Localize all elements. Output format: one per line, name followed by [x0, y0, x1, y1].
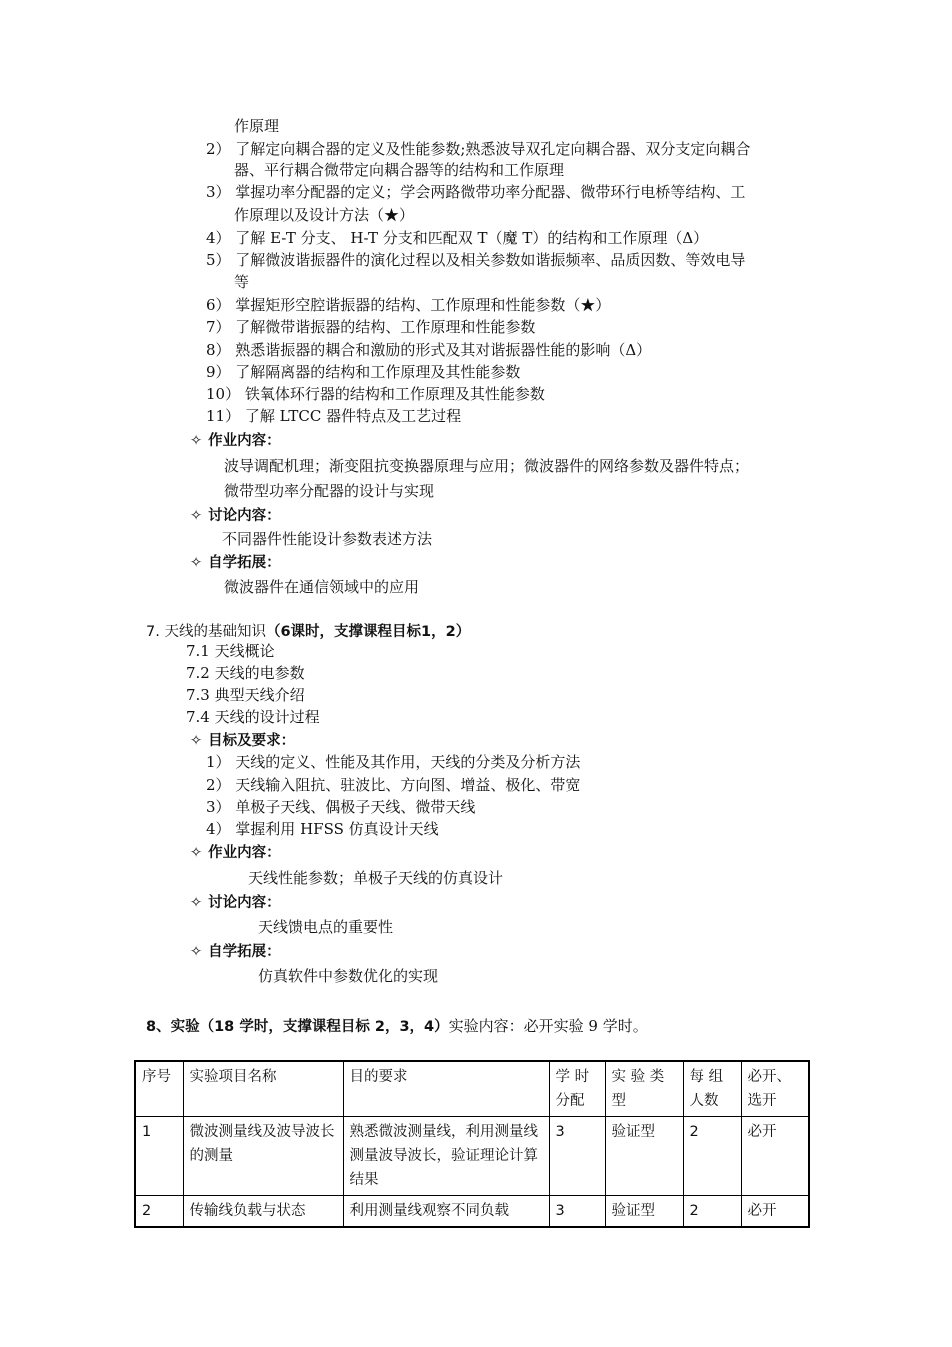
diamond-icon: ✧ [190, 433, 203, 449]
subsection-line: 7.3 典型天线介绍 [186, 686, 305, 704]
goal-line: 2） 天线输入阻抗、驻波比、方向图、增益、极化、带宽 [206, 776, 581, 794]
homework-heading: ✧ 作业内容： [190, 433, 281, 449]
objective-line: 11） 了解 LTCC 器件特点及工艺过程 [206, 407, 462, 425]
selfstudy-text: 微波器件在通信领域中的应用 [224, 578, 420, 596]
diamond-icon: ✧ [190, 895, 203, 911]
diamond-icon: ✧ [190, 555, 203, 571]
objective-line: 作原理 [234, 117, 280, 135]
objective-line: 9） 了解隔离器的结构和工作原理及其性能参数 [206, 363, 521, 381]
section-7-heading: 7. 天线的基础知识（6课时，支撑课程目标1，2） [146, 624, 471, 640]
table-header-cell: 学 时 分配 [549, 1061, 605, 1117]
homework-heading: ✧ 作业内容： [190, 845, 281, 861]
objective-line: 作原理以及设计方法（★） [234, 206, 415, 224]
table-header-cell: 目的要求 [343, 1061, 549, 1117]
table-cell: 2 [135, 1196, 183, 1228]
goal-line: 3） 单极子天线、偶极子天线、微带天线 [206, 798, 476, 816]
objective-line: 4） 了解 E-T 分支、 H-T 分支和匹配双 T（魔 T）的结构和工作原理（Δ） [206, 229, 709, 247]
table-cell: 2 [683, 1117, 741, 1196]
diamond-icon: ✧ [190, 845, 203, 861]
objective-line: 5） 了解微波谐振器件的演化过程以及相关参数如谐振频率、品质因数、等效电导 [206, 251, 746, 269]
table-header-cell: 序号 [135, 1061, 183, 1117]
discussion-text: 不同器件性能设计参数表述方法 [222, 530, 433, 548]
diamond-icon: ✧ [190, 733, 203, 749]
table-cell: 1 [135, 1117, 183, 1196]
table-cell: 必开 [741, 1196, 809, 1228]
subsection-line: 7.4 天线的设计过程 [186, 708, 320, 726]
experiment-table [134, 1060, 810, 1228]
selfstudy-text: 仿真软件中参数优化的实现 [258, 967, 439, 985]
table-cell: 验证型 [605, 1117, 683, 1196]
table-cell: 验证型 [605, 1196, 683, 1228]
table-row [135, 1117, 809, 1196]
objective-line: 8） 熟悉谐振器的耦合和激励的形式及其对谐振器性能的影响（Δ） [206, 341, 652, 359]
table-cell: 3 [549, 1196, 605, 1228]
goals-heading: ✧ 目标及要求： [190, 733, 296, 749]
table-header-row [135, 1061, 809, 1117]
table-header-cell: 必开、选开 [741, 1061, 809, 1117]
homework-text: 微带型功率分配器的设计与实现 [224, 482, 435, 500]
goal-line: 1） 天线的定义、性能及其作用，天线的分类及分析方法 [206, 753, 581, 771]
table-header-cell: 实 验 类 型 [605, 1061, 683, 1117]
table-header-cell: 实验项目名称 [183, 1061, 343, 1117]
table-cell: 传输线负载与状态 [183, 1196, 343, 1228]
table-cell: 3 [549, 1117, 605, 1196]
table-cell: 2 [683, 1196, 741, 1228]
discussion-text: 天线馈电点的重要性 [258, 918, 394, 936]
section-8-heading: 8、实验（18 学时，支撑课程目标 2，3，4）实验内容：必开实验 9 学时。 [146, 1017, 648, 1035]
objective-line: 3） 掌握功率分配器的定义；学会两路微带功率分配器、微带环行电桥等结构、工 [206, 183, 746, 201]
table-cell: 利用测量线观察不同负载 [343, 1196, 549, 1228]
table-row [135, 1196, 809, 1228]
objective-line: 10） 铁氧体环行器的结构和工作原理及其性能参数 [206, 385, 545, 403]
goal-line: 4） 掌握利用 HFSS 仿真设计天线 [206, 820, 439, 838]
table-cell: 必开 [741, 1117, 809, 1196]
discussion-heading: ✧ 讨论内容： [190, 895, 281, 911]
homework-text: 波导调配机理；渐变阻抗变换器原理与应用；微波器件的网络参数及器件特点； [224, 457, 750, 475]
objective-line: 2） 了解定向耦合器的定义及性能参数;熟悉波导双孔定向耦合器、双分支定向耦合 [206, 140, 751, 158]
objective-line: 6） 掌握矩形空腔谐振器的结构、工作原理和性能参数（★） [206, 296, 611, 314]
subsection-line: 7.2 天线的电参数 [186, 664, 305, 682]
subsection-line: 7.1 天线概论 [186, 642, 275, 660]
table-cell: 微波测量线及波导波长的测量 [183, 1117, 343, 1196]
selfstudy-heading: ✧ 自学拓展： [190, 944, 281, 960]
table-header-cell: 每 组 人数 [683, 1061, 741, 1117]
diamond-icon: ✧ [190, 944, 203, 960]
homework-text: 天线性能参数；单极子天线的仿真设计 [248, 869, 504, 887]
table-cell: 熟悉微波测量线，利用测量线测量波导波长，验证理论计算结果 [343, 1117, 549, 1196]
objective-line: 7） 了解微带谐振器的结构、工作原理和性能参数 [206, 318, 536, 336]
diamond-icon: ✧ [190, 508, 203, 524]
objective-line: 器、平行耦合微带定向耦合器等的结构和工作原理 [234, 161, 565, 179]
selfstudy-heading: ✧ 自学拓展： [190, 555, 281, 571]
objective-line: 等 [234, 273, 250, 291]
discussion-heading: ✧ 讨论内容： [190, 508, 281, 524]
